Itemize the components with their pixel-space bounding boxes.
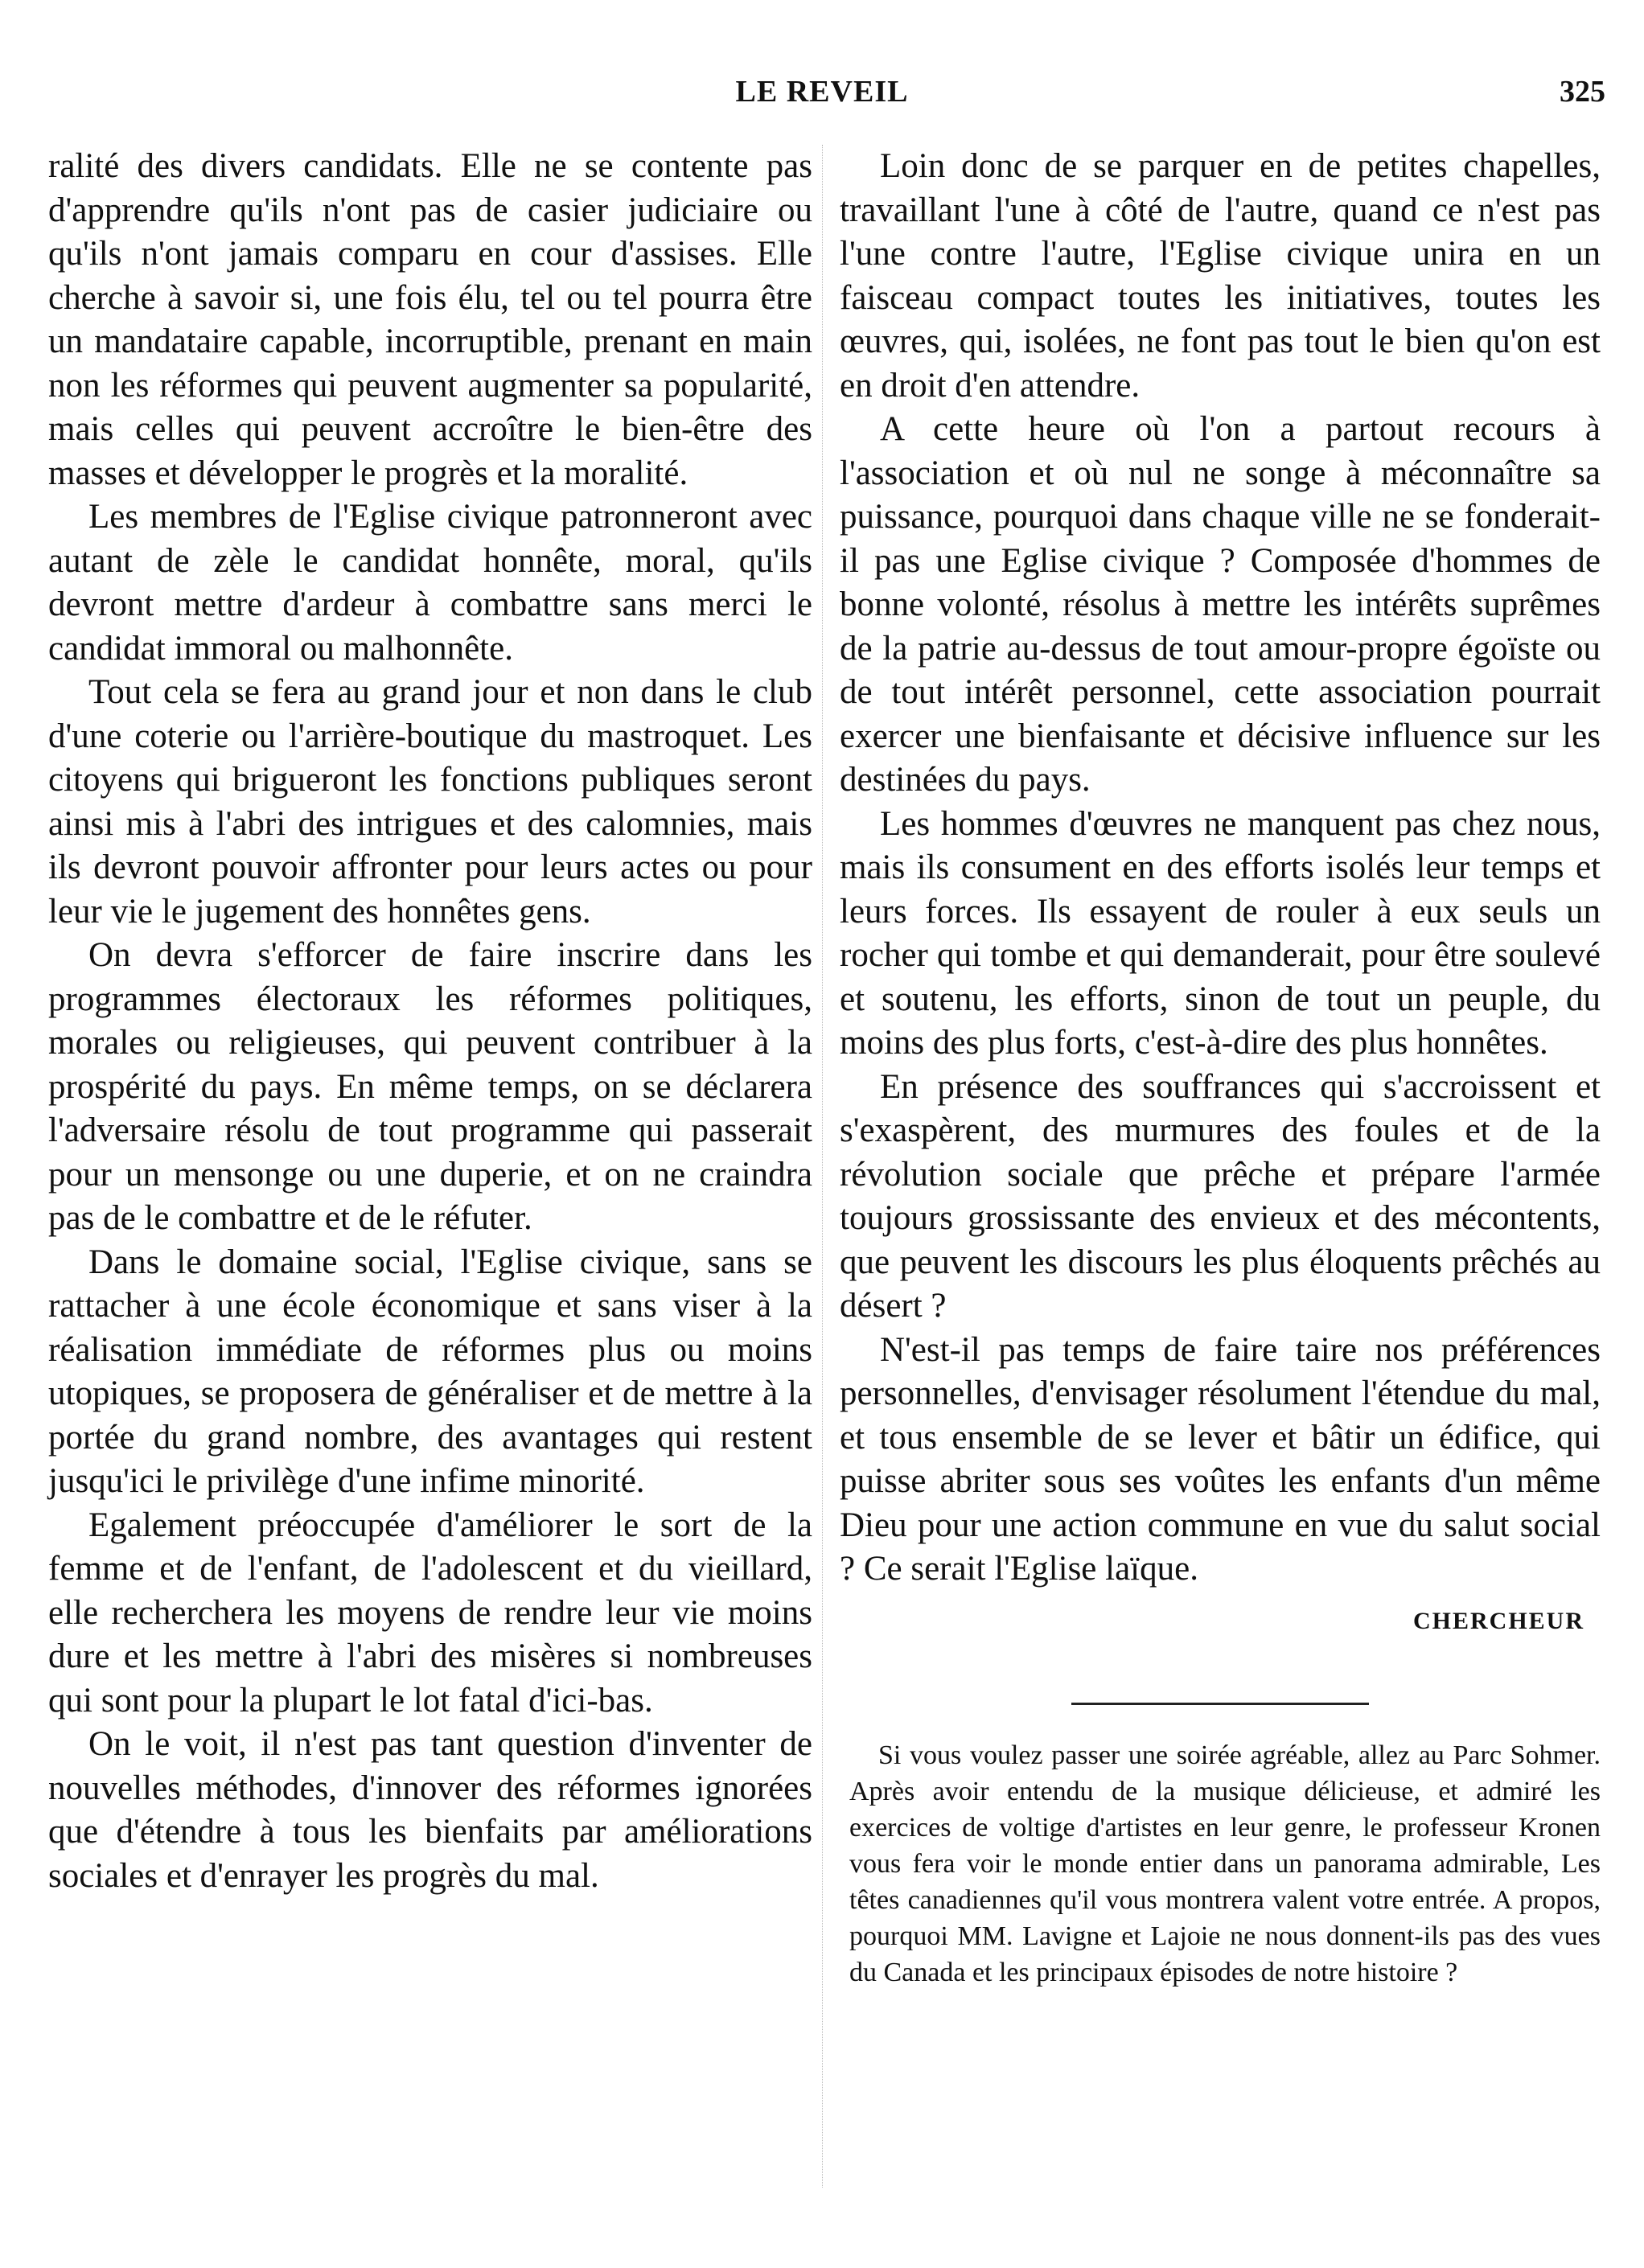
paragraph: Tout cela se fera au grand jour et non dans le club d'une coterie ou l'arrière-boutique du mastroquet. Les citoyens qui brigueront les fonctions publiques seront ainsi mis à l'abri des intrigues et des calomnies, mais ils devront pouvoir affronter pour leurs actes ou pour leur vie le jugement des honnêtes gens. bbox=[48, 673, 812, 931]
paragraph: A cette heure où l'on a partout recours à l'association et où nul ne songe à méconnaître sa puissance, pourquoi dans chaque ville ne se fonderait-il pas une Eglise civique ? Composée d'hommes de bonne volonté, résolus à mettre les intérêts suprêmes de la patrie au-dessus de tout amour-propre égoïste ou de tout intérêt personnel, cette association pourrait exercer une bienfaisante et décisive influence sur les destinées du pays. bbox=[840, 410, 1601, 799]
left-column bbox=[48, 145, 812, 1898]
paragraph: On le voit, il n'est pas tant question d'inventer de nouvelles méthodes, d'innover des réformes ignorées que d'étendre à tous les bienfaits par améliorations sociales et d'enrayer les progrès du mal. bbox=[48, 1725, 812, 1895]
paragraph: On devra s'efforcer de faire inscrire dans les programmes électoraux les réformes politiques, morales ou religieuses, qui peuvent contribuer à la prospérité du pays. En même temps, on se déclarera l'adversaire résolu de tout programme qui passerait pour un mensonge ou une duperie, et on ne craindra pas de le combattre et de le réfuter. bbox=[48, 936, 812, 1237]
paragraph: Les membres de l'Eglise civique patronneront avec autant de zèle le candidat honnête, moral, qu'ils devront mettre d'ardeur à combattre sans merci le candidat immoral ou malhonnête. bbox=[48, 498, 812, 668]
advertisement-notice bbox=[840, 1737, 1601, 1991]
paragraph: ralité des divers candidats. Elle ne se contente pas d'apprendre qu'ils n'ont pas de casier judiciaire ou qu'ils n'ont jamais comparu en cour d'assises. Elle cherche à savoir si, une fois élu, tel ou tel pourra être un mandataire capable, incorruptible, prenant en main non les réformes qui peuvent augmenter sa popularité, mais celles qui peuvent accroître le bien-être des masses et développer le progrès et la moralité. bbox=[48, 147, 812, 492]
author-signature: CHERCHEUR bbox=[1412, 1607, 1584, 1634]
section-divider bbox=[1071, 1703, 1369, 1705]
paragraph: Dans le domaine social, l'Eglise civique, sans se rattacher à une école économique et sans viser à la réalisation immédiate de réformes plus ou moins utopiques, se proposera de généraliser et de mettre à la portée du grand nombre, des avantages qui restent jusqu'ici le privilège d'une infime minorité. bbox=[48, 1243, 812, 1500]
paragraph: Loin donc de se parquer en de petites chapelles, travaillant l'une à côté de l'autre, quand ce n'est pas l'une contre l'autre, l'Eglise civique unira en un faisceau compact toutes les initiatives, toutes les œuvres, qui, isolées, ne font pas tout le bien qu'on est en droit d'en attendre. bbox=[840, 147, 1601, 405]
paragraph: En présence des souffrances qui s'accroissent et s'exaspèrent, des murmures des foules et de la révolution sociale que prêche et prépare l'armée toujours grossissante des envieux et des mécontents, que peuvent les discours les plus éloquents prêchés au désert ? bbox=[840, 1067, 1601, 1325]
right-column bbox=[840, 145, 1601, 1991]
column-divider bbox=[822, 145, 823, 2188]
page-number: 325 bbox=[1560, 75, 1605, 109]
paragraph: N'est-il pas temps de faire taire nos préférences personnelles, d'envisager résolument l'étendue du mal, et tous ensemble de se lever et bâtir un édifice, qui puisse abriter sous ses voûtes les enfants d'un même Dieu pour une action commune en vue du salut social ? Ce serait l'Eglise laïque. bbox=[840, 1330, 1601, 1588]
paragraph: Les hommes d'œuvres ne manquent pas chez nous, mais ils consument en des efforts isolés leur temps et leurs forces. Ils essayent de rouler à eux seuls un rocher qui tombe et qui demanderait, pour être soulevé et soutenu, les efforts, sinon de tout un peuple, du moins des plus forts, c'est-à-dire des plus honnêtes. bbox=[840, 804, 1601, 1062]
notice-text: Si vous voulez passer une soirée agréable, allez au Parc Sohmer. Après avoir entendu de la musique délicieuse, et admiré les exercices de voltige d'artistes en leur genre, le professeur Kronen vous fera voir le monde entier dans un panorama admirable, Les têtes canadiennes qu'il vous montrera valent votre entrée. A propos, pourquoi MM. Lavigne et Lajoie ne nous donnent-ils pas des vues du Canada et les principaux épisodes de notre histoire ? bbox=[849, 1740, 1601, 1987]
running-header-title: LE REVEIL bbox=[735, 75, 909, 109]
paragraph: Egalement préoccupée d'améliorer le sort de la femme et de l'enfant, de l'adolescent et du vieillard, elle recherchera les moyens de rendre leur vie moins dure et les mettre à l'abri des misères si nombreuses qui sont pour la plupart le lot fatal d'ici-bas. bbox=[48, 1506, 812, 1719]
